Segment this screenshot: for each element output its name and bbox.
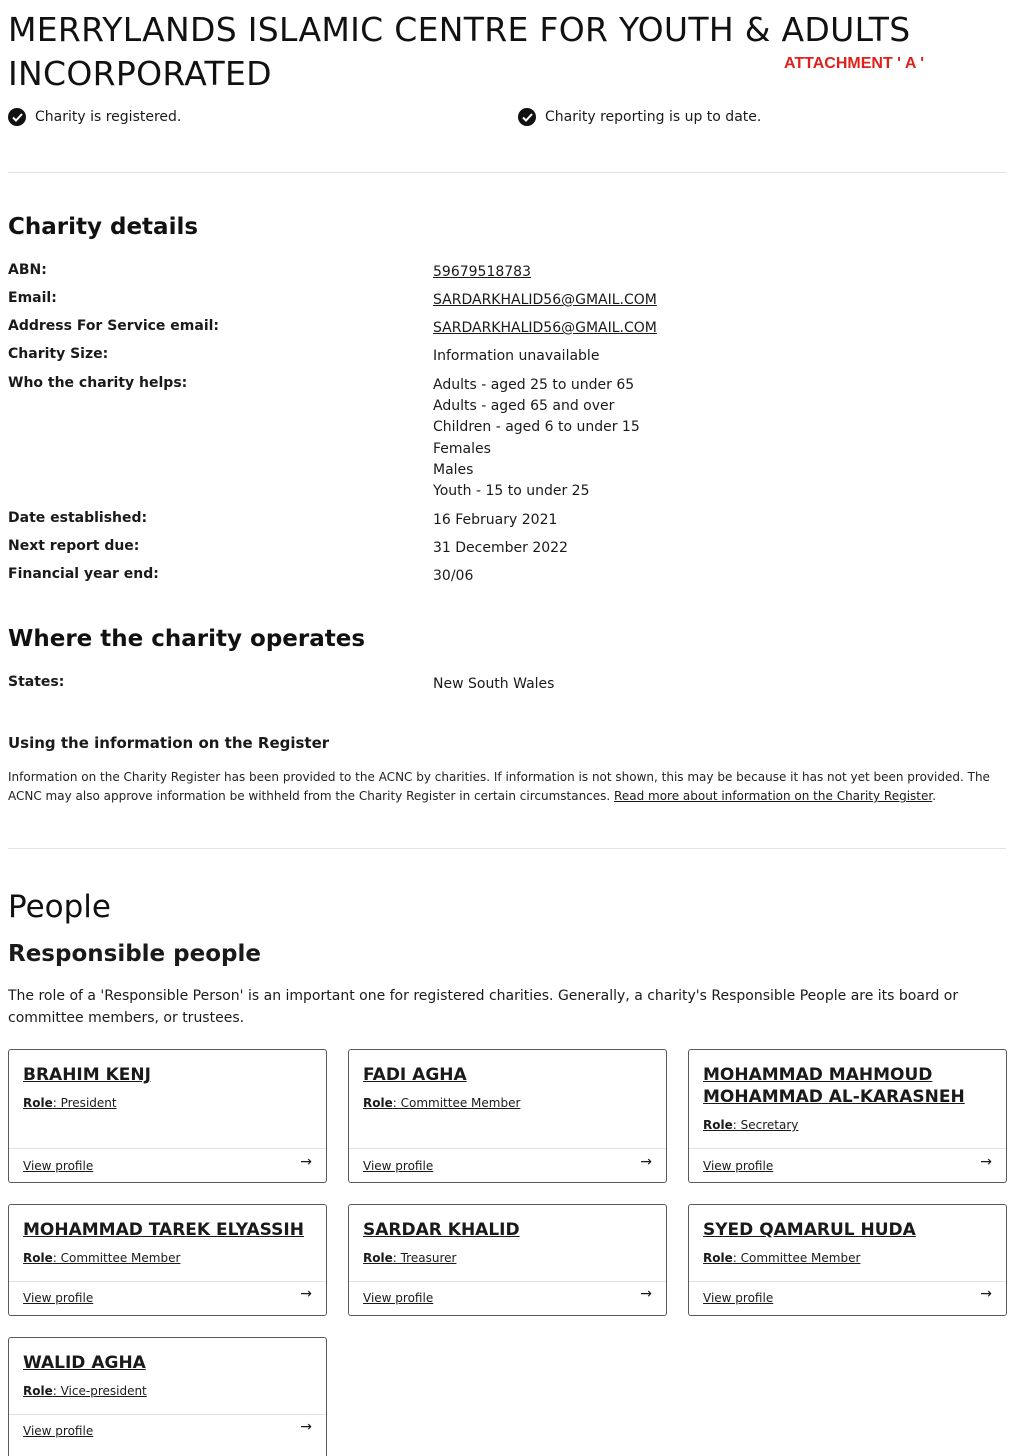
- charity-details-heading: Charity details: [8, 214, 199, 240]
- size-value: Information unavailable: [433, 348, 600, 364]
- role-value: : Committee Member: [732, 1251, 861, 1265]
- helps-list: [433, 375, 640, 502]
- arrow-right-icon[interactable]: →: [980, 1286, 992, 1302]
- person-card: [688, 1204, 1007, 1316]
- email-label: Email:: [8, 290, 57, 306]
- person-name-link[interactable]: BRAHIM KENJ: [23, 1065, 151, 1085]
- person-role: [23, 1096, 117, 1110]
- role-label: Role: [23, 1251, 53, 1265]
- status-registered-text: Charity is registered.: [35, 109, 182, 125]
- register-info-body: Information on the Charity Register has been provided to the ACNC by charities. If information is not shown, this may be because it has not yet been provided. The ACNC may also approve information be withheld from the Charity Register in certain circumstances.: [8, 770, 990, 803]
- arrow-right-icon[interactable]: →: [640, 1154, 652, 1170]
- view-profile-link[interactable]: View profile: [703, 1291, 774, 1305]
- role-label: Role: [23, 1384, 53, 1398]
- email-link[interactable]: SARDARKHALID56@GMAIL.COM: [433, 292, 657, 308]
- card-divider: [9, 1148, 326, 1149]
- fy-end-label: Financial year end:: [8, 566, 159, 582]
- role-label: Role: [703, 1118, 733, 1132]
- attachment-label: ATTACHMENT ' A ': [784, 55, 925, 72]
- role-value: : Committee Member: [392, 1096, 521, 1110]
- person-card: [348, 1204, 667, 1316]
- arrow-right-icon[interactable]: →: [300, 1419, 312, 1435]
- role-value: : President: [52, 1096, 117, 1110]
- role-value: : Treasurer: [392, 1251, 457, 1265]
- people-heading: People: [8, 889, 111, 925]
- responsible-people-intro: The role of a 'Responsible Person' is an important one for registered charities. Generally, a charity's Responsible People are its board or committee members, or trustees.: [8, 988, 959, 1026]
- responsible-people-heading: Responsible people: [8, 941, 261, 967]
- person-role: [363, 1096, 520, 1110]
- helps-item: Females: [433, 440, 491, 457]
- status-reporting-text: Charity reporting is up to date.: [545, 109, 762, 125]
- abn-label: ABN:: [8, 262, 47, 278]
- charity-title: [8, 8, 910, 96]
- view-profile-link[interactable]: View profile: [23, 1291, 94, 1305]
- abn-link[interactable]: 59679518783: [433, 264, 531, 280]
- person-card: [348, 1049, 667, 1183]
- helps-item: Adults - aged 65 and over: [433, 398, 615, 415]
- service-email-label: Address For Service email:: [8, 318, 220, 334]
- divider: [8, 848, 1006, 849]
- size-label: Charity Size:: [8, 346, 109, 362]
- person-name-link[interactable]: SARDAR KHALID: [363, 1220, 520, 1240]
- states-value: New South Wales: [433, 676, 555, 692]
- role-value: : Committee Member: [52, 1251, 181, 1265]
- arrow-right-icon[interactable]: →: [300, 1154, 312, 1170]
- next-report-value: 31 December 2022: [433, 540, 568, 556]
- view-profile-link[interactable]: View profile: [23, 1159, 94, 1173]
- arrow-right-icon[interactable]: →: [300, 1286, 312, 1302]
- view-profile-link[interactable]: View profile: [23, 1424, 94, 1438]
- person-card: [688, 1049, 1007, 1183]
- next-report-label: Next report due:: [8, 538, 140, 554]
- charity-title-line1: MERRYLANDS ISLAMIC CENTRE FOR YOUTH & ADULTS: [8, 10, 911, 49]
- operates-heading: Where the charity operates: [8, 626, 366, 652]
- states-label: States:: [8, 674, 65, 690]
- role-value: : Vice-president: [52, 1384, 147, 1398]
- divider: [8, 172, 1006, 173]
- helps-item: Youth - 15 to under 25: [433, 483, 590, 500]
- person-name-link[interactable]: MOHAMMAD MAHMOUD MOHAMMAD AL-KARASNEH: [703, 1065, 965, 1107]
- card-divider: [9, 1414, 326, 1415]
- person-name-link[interactable]: WALID AGHA: [23, 1353, 146, 1373]
- charity-title-line2: INCORPORATED: [8, 54, 272, 93]
- register-info-heading: Using the information on the Register: [8, 734, 330, 752]
- role-label: Role: [703, 1251, 733, 1265]
- status-registered: [8, 108, 181, 126]
- person-name-link[interactable]: MOHAMMAD TAREK ELYASSIH: [23, 1220, 304, 1240]
- view-profile-link[interactable]: View profile: [363, 1291, 434, 1305]
- helps-item: Males: [433, 461, 474, 478]
- fy-end-value: 30/06: [433, 568, 474, 584]
- person-name-link[interactable]: FADI AGHA: [363, 1065, 467, 1085]
- role-label: Role: [23, 1096, 53, 1110]
- register-info-tail: .: [932, 789, 937, 803]
- register-info-text: [8, 768, 998, 806]
- register-info-link[interactable]: Read more about information on the Charity Register: [614, 789, 933, 803]
- person-card: [8, 1049, 327, 1183]
- service-email-link[interactable]: SARDARKHALID56@GMAIL.COM: [433, 320, 657, 336]
- check-circle-icon: [518, 108, 536, 126]
- card-divider: [9, 1281, 326, 1282]
- card-divider: [689, 1281, 1006, 1282]
- helps-item: Children - aged 6 to under 15: [433, 419, 640, 436]
- card-divider: [349, 1281, 666, 1282]
- view-profile-link[interactable]: View profile: [363, 1159, 434, 1173]
- helps-item: Adults - aged 25 to under 65: [433, 377, 635, 393]
- arrow-right-icon[interactable]: →: [640, 1286, 652, 1302]
- person-role: [703, 1251, 860, 1265]
- check-circle-icon: [8, 108, 26, 126]
- person-card: [8, 1204, 327, 1316]
- arrow-right-icon[interactable]: →: [980, 1154, 992, 1170]
- status-reporting: [518, 108, 761, 126]
- card-divider: [349, 1148, 666, 1149]
- person-role: [703, 1118, 798, 1132]
- established-value: 16 February 2021: [433, 512, 558, 528]
- person-card: [8, 1337, 327, 1456]
- role-value: : Secretary: [732, 1118, 799, 1132]
- established-label: Date established:: [8, 510, 148, 526]
- role-label: Role: [363, 1251, 393, 1265]
- role-label: Role: [363, 1096, 393, 1110]
- view-profile-link[interactable]: View profile: [703, 1159, 774, 1173]
- person-name-link[interactable]: SYED QAMARUL HUDA: [703, 1220, 916, 1240]
- helps-label: Who the charity helps:: [8, 375, 188, 391]
- person-role: [363, 1251, 456, 1265]
- card-divider: [689, 1148, 1006, 1149]
- person-role: [23, 1384, 147, 1398]
- person-role: [23, 1251, 180, 1265]
